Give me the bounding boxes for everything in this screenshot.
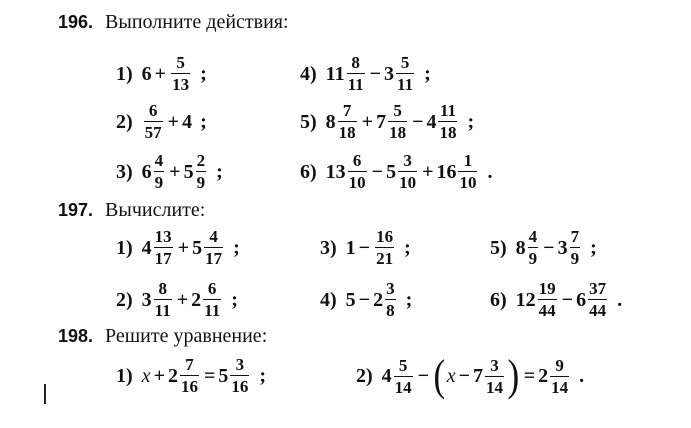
operator: + [422, 160, 434, 183]
denominator: 10 [399, 173, 417, 192]
operator: − [458, 365, 471, 387]
punctuation: ; [200, 110, 207, 133]
number: 6 [576, 288, 587, 311]
parenthesis: ) [507, 351, 520, 400]
fraction [394, 357, 413, 396]
operator: − [543, 236, 555, 259]
numerator: 3 [490, 355, 499, 375]
math-expression [116, 152, 223, 191]
fraction [396, 54, 414, 93]
margin-mark [44, 384, 46, 404]
numerator: 37 [589, 279, 607, 298]
denominator: 18 [439, 123, 457, 142]
number: 16 [436, 160, 457, 183]
punctuation: ; [467, 110, 475, 133]
numerator: 4 [209, 227, 218, 246]
punctuation: ; [404, 236, 411, 259]
fraction [348, 152, 367, 191]
number: 7 [376, 110, 387, 133]
number: 5 [218, 364, 229, 387]
fraction [528, 228, 539, 267]
math-expression [116, 228, 240, 267]
number: 6 [141, 62, 152, 85]
item-label: 5) [490, 236, 507, 259]
punctuation: ; [259, 364, 267, 387]
fraction [388, 102, 407, 141]
item-label: 1) [116, 62, 133, 85]
operator: − [369, 62, 382, 85]
denominator: 14 [394, 377, 412, 397]
punctuation: ; [231, 288, 238, 311]
item-label: 4) [300, 62, 317, 85]
denominator: 18 [389, 123, 407, 142]
denominator: 9 [154, 173, 164, 192]
number: 5 [192, 236, 203, 259]
operator: + [153, 364, 165, 387]
math-expression [356, 351, 585, 400]
exercise-197-5 [490, 228, 597, 267]
number: 5 [183, 160, 194, 183]
variable: x [141, 364, 151, 387]
numerator: 7 [185, 355, 194, 374]
operator: + [167, 110, 180, 133]
fraction [196, 152, 207, 191]
fraction [204, 228, 223, 267]
fraction [180, 356, 199, 395]
operator: − [561, 288, 574, 311]
denominator: 11 [397, 75, 414, 94]
number: 3 [384, 62, 395, 85]
denominator: 10 [348, 173, 366, 192]
denominator: 44 [538, 301, 556, 320]
math-expression [490, 228, 597, 267]
math-expression [490, 280, 622, 319]
number: 2 [167, 364, 178, 387]
operator: − [358, 288, 371, 311]
parenthesis: ( [433, 351, 446, 400]
numerator: 5 [400, 53, 410, 72]
fraction [550, 357, 569, 396]
denominator: 44 [589, 301, 607, 320]
number: 2 [191, 288, 202, 311]
math-expression [320, 280, 412, 319]
fraction [171, 54, 190, 93]
math-expression [116, 54, 207, 93]
exercise-197-6 [490, 280, 622, 319]
denominator: 9 [570, 249, 580, 268]
exercise-197-4 [320, 280, 412, 319]
fraction [347, 54, 365, 93]
math-expression [116, 356, 266, 395]
number: 6 [141, 160, 152, 183]
number: 13 [325, 160, 346, 183]
item-label: 1) [116, 364, 133, 387]
item-label: 2) [116, 288, 133, 311]
denominator: 16 [231, 377, 249, 396]
exercise-196-1 [116, 54, 207, 93]
operator: = [203, 364, 216, 387]
numerator: 4 [528, 227, 538, 246]
math-expression [300, 152, 492, 191]
number: 5 [345, 288, 356, 311]
number: 4 [381, 365, 392, 387]
number: 2 [538, 365, 549, 387]
punctuation: ; [233, 236, 240, 259]
denominator: 11 [204, 301, 221, 320]
item-label: 1) [116, 236, 133, 259]
fraction [144, 102, 163, 141]
exercise-196-2 [116, 102, 207, 141]
denominator: 9 [196, 173, 206, 192]
fraction [398, 152, 417, 191]
numerator: 7 [342, 101, 352, 120]
fraction [230, 356, 249, 395]
denominator: 18 [338, 123, 356, 142]
numerator: 8 [158, 279, 167, 298]
punctuation: ; [424, 62, 431, 85]
denominator: 13 [172, 75, 190, 94]
problem-title: Выполните действия: [105, 11, 289, 33]
problem-196-heading [58, 12, 289, 32]
numerator: 11 [439, 101, 457, 120]
item-label: 6) [490, 288, 507, 311]
numerator: 5 [398, 355, 408, 375]
problem-number: 198. [58, 326, 94, 346]
punctuation: ; [590, 236, 597, 259]
denominator: 10 [459, 173, 477, 192]
operator: + [177, 236, 190, 259]
numerator: 9 [555, 355, 564, 375]
denominator: 57 [144, 123, 162, 142]
denominator: 11 [154, 301, 171, 320]
numerator: 6 [148, 101, 158, 120]
operator: + [154, 62, 167, 85]
exercise-196-4 [300, 54, 431, 93]
numerator: 4 [154, 151, 164, 170]
problem-title: Вычислите: [105, 199, 206, 221]
number: 3 [557, 236, 568, 259]
number: 12 [515, 288, 536, 311]
punctuation: . [487, 160, 493, 183]
equation-198-2 [356, 351, 585, 400]
operator: = [523, 365, 536, 387]
operator: − [358, 236, 371, 259]
numerator: 3 [386, 279, 395, 298]
item-label: 2) [116, 110, 133, 133]
number: 7 [473, 365, 484, 387]
number: 8 [325, 110, 336, 133]
number: 4 [426, 110, 437, 133]
fraction [588, 280, 607, 319]
math-expression [116, 102, 207, 141]
fraction [154, 280, 172, 319]
operator: + [176, 288, 189, 311]
exercise-196-3 [116, 152, 223, 191]
punctuation: . [617, 288, 623, 311]
problem-198-heading [58, 326, 267, 346]
numerator: 3 [403, 151, 412, 170]
denominator: 8 [386, 301, 395, 320]
fraction [154, 152, 165, 191]
exercise-196-5 [300, 102, 474, 141]
denominator: 9 [528, 249, 538, 268]
operator: − [371, 160, 384, 183]
numerator: 19 [538, 279, 556, 298]
problem-number: 197. [58, 200, 94, 220]
numerator: 5 [176, 53, 185, 72]
denominator: 14 [486, 377, 504, 397]
numerator: 6 [352, 151, 362, 170]
fraction [203, 280, 221, 319]
fraction [154, 228, 173, 267]
punctuation: . [579, 365, 585, 387]
operator: − [417, 365, 430, 387]
punctuation: ; [216, 160, 223, 183]
numerator: 8 [351, 53, 360, 72]
fraction [485, 357, 504, 396]
math-expression [116, 280, 238, 319]
fraction [538, 280, 557, 319]
math-expression [300, 54, 431, 93]
numerator: 7 [570, 227, 580, 246]
fraction [338, 102, 357, 141]
numerator: 16 [376, 227, 394, 246]
exercise-196-6 [300, 152, 492, 191]
punctuation: ; [200, 62, 207, 85]
fraction [375, 228, 394, 267]
problem-title: Решите уравнение: [105, 325, 268, 347]
number: 1 [345, 236, 356, 259]
denominator: 21 [376, 249, 394, 268]
numerator: 5 [393, 101, 402, 120]
math-expression [300, 102, 474, 141]
denominator: 16 [180, 377, 198, 396]
exercise-197-3 [320, 228, 411, 267]
number: 2 [373, 288, 384, 311]
denominator: 17 [154, 249, 172, 268]
number: 4 [141, 236, 152, 259]
denominator: 17 [205, 249, 223, 268]
numerator: 1 [463, 151, 473, 170]
fraction [385, 280, 396, 319]
equation-198-1 [116, 356, 266, 395]
fraction [570, 228, 581, 267]
operator: − [412, 110, 424, 133]
numerator: 2 [196, 151, 206, 170]
numerator: 3 [235, 355, 245, 374]
number: 5 [386, 160, 397, 183]
item-label: 3) [320, 236, 337, 259]
item-label: 5) [300, 110, 317, 133]
exercise-197-1 [116, 228, 240, 267]
denominator: 11 [347, 75, 364, 94]
number: 8 [515, 236, 526, 259]
number: 4 [182, 110, 193, 133]
number: 3 [141, 288, 152, 311]
numerator: 6 [207, 279, 217, 298]
problem-197-heading [58, 200, 205, 220]
fraction [458, 152, 477, 191]
fraction [438, 102, 457, 141]
item-label: 6) [300, 160, 317, 183]
item-label: 2) [356, 365, 373, 387]
problem-number: 196. [58, 12, 94, 32]
number: 11 [325, 62, 345, 85]
variable: x [446, 365, 456, 387]
operator: + [169, 160, 181, 183]
math-expression [320, 228, 411, 267]
denominator: 14 [551, 377, 569, 397]
item-label: 3) [116, 160, 133, 183]
numerator: 13 [154, 227, 172, 246]
operator: + [361, 110, 374, 133]
exercise-197-2 [116, 280, 238, 319]
item-label: 4) [320, 288, 337, 311]
punctuation: ; [405, 288, 413, 311]
